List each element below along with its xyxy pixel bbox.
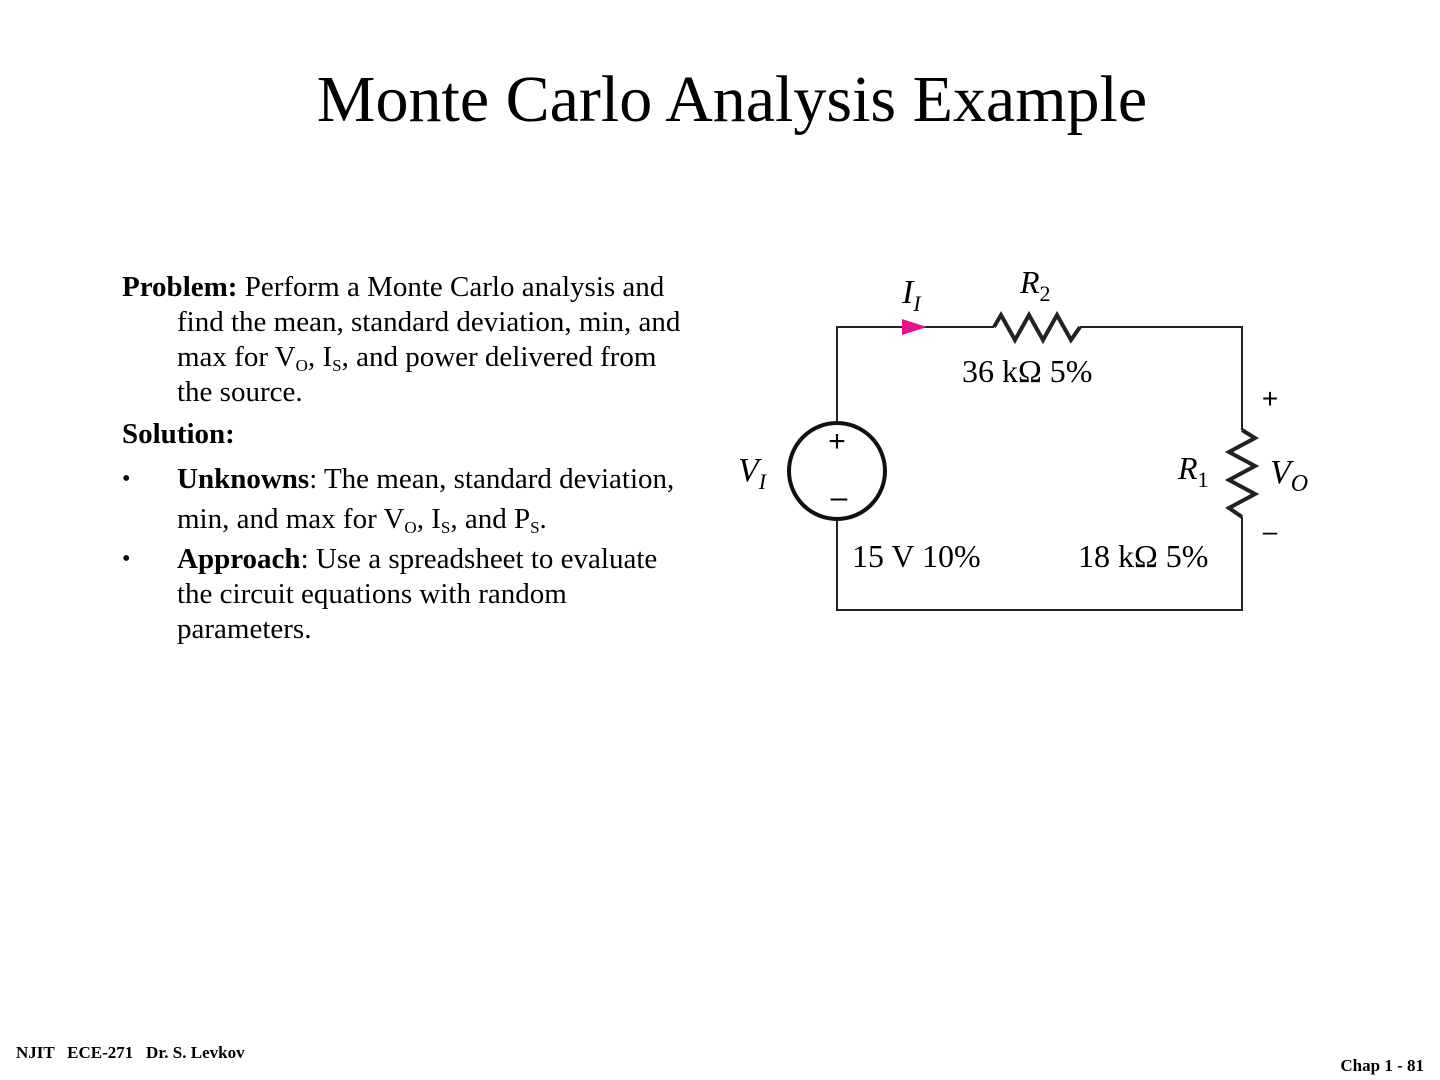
problem-sub-2: S bbox=[332, 356, 342, 375]
source-sub: I bbox=[758, 469, 767, 494]
vo-sub: O bbox=[1290, 471, 1309, 497]
solution-paragraph bbox=[122, 417, 682, 452]
source-main: V bbox=[738, 452, 759, 489]
circuit-diagram bbox=[722, 255, 1322, 625]
vo-plus: + bbox=[1261, 383, 1279, 414]
r2-label bbox=[1019, 264, 1051, 306]
current-label bbox=[901, 274, 922, 316]
approach-label: Approach bbox=[177, 543, 301, 575]
current-sub: I bbox=[913, 291, 921, 316]
r1-resistor-icon bbox=[1229, 430, 1255, 517]
unknowns-text-3: , and P bbox=[450, 503, 531, 535]
bullet-unknowns bbox=[122, 459, 682, 539]
problem-text-3: , and power delivered from the source. bbox=[177, 341, 657, 408]
vo-main: V bbox=[1270, 454, 1291, 491]
r1-value: 18 kΩ 5% bbox=[1078, 538, 1209, 574]
footer-course-info: NJIT ECE-271 Dr. S. Levkov bbox=[16, 1043, 245, 1062]
source-value: 15 V 10% bbox=[852, 538, 981, 574]
problem-text-1: Perform a Monte Carlo analysis and find the mean, standard deviation, min, and max for V bbox=[177, 271, 681, 373]
r2-resistor-icon bbox=[994, 315, 1080, 340]
problem-label: Problem: bbox=[122, 271, 238, 303]
problem-sub-1: O bbox=[295, 356, 308, 375]
source-minus: – bbox=[830, 481, 848, 514]
unknowns-sub-1: O bbox=[404, 518, 417, 537]
solution-label: Solution: bbox=[122, 418, 235, 450]
current-arrow-icon bbox=[902, 319, 927, 335]
footer-page-number: Chap 1 - 81 bbox=[1340, 1056, 1424, 1075]
slide-body bbox=[122, 270, 682, 650]
unknowns-text-2: , I bbox=[416, 503, 441, 535]
unknowns-text-4: . bbox=[539, 503, 547, 535]
unknowns-text-1: : The mean, standard deviation, min, and max for V bbox=[177, 463, 675, 535]
vo-minus: – bbox=[1262, 516, 1278, 546]
bullet-dot-icon: • bbox=[122, 466, 131, 492]
r2-value: 36 kΩ 5% bbox=[962, 353, 1093, 389]
unknowns-label: Unknowns bbox=[177, 463, 310, 495]
r2-sub: 2 bbox=[1039, 281, 1051, 306]
vo-label bbox=[1270, 454, 1308, 497]
approach-text: : Use a spreadsheet to evaluate the circuit equations with random parameters. bbox=[177, 543, 658, 645]
top-wire-right bbox=[1080, 327, 1242, 430]
bullet-dot-icon: • bbox=[122, 546, 131, 572]
slide-title: Monte Carlo Analysis Example bbox=[316, 63, 1148, 136]
source-label bbox=[738, 452, 768, 494]
r1-label bbox=[1177, 450, 1209, 492]
r2-main: R bbox=[1020, 264, 1040, 300]
r1-main: R bbox=[1178, 450, 1198, 486]
current-main: I bbox=[902, 274, 914, 311]
problem-text-2: , I bbox=[307, 341, 333, 373]
bullet-approach bbox=[122, 542, 682, 647]
r1-sub: 1 bbox=[1197, 467, 1209, 492]
problem-paragraph bbox=[122, 270, 682, 410]
unknowns-sub-2: S bbox=[440, 518, 451, 537]
source-plus: + bbox=[828, 425, 846, 458]
unknowns-sub-3: S bbox=[530, 518, 540, 537]
